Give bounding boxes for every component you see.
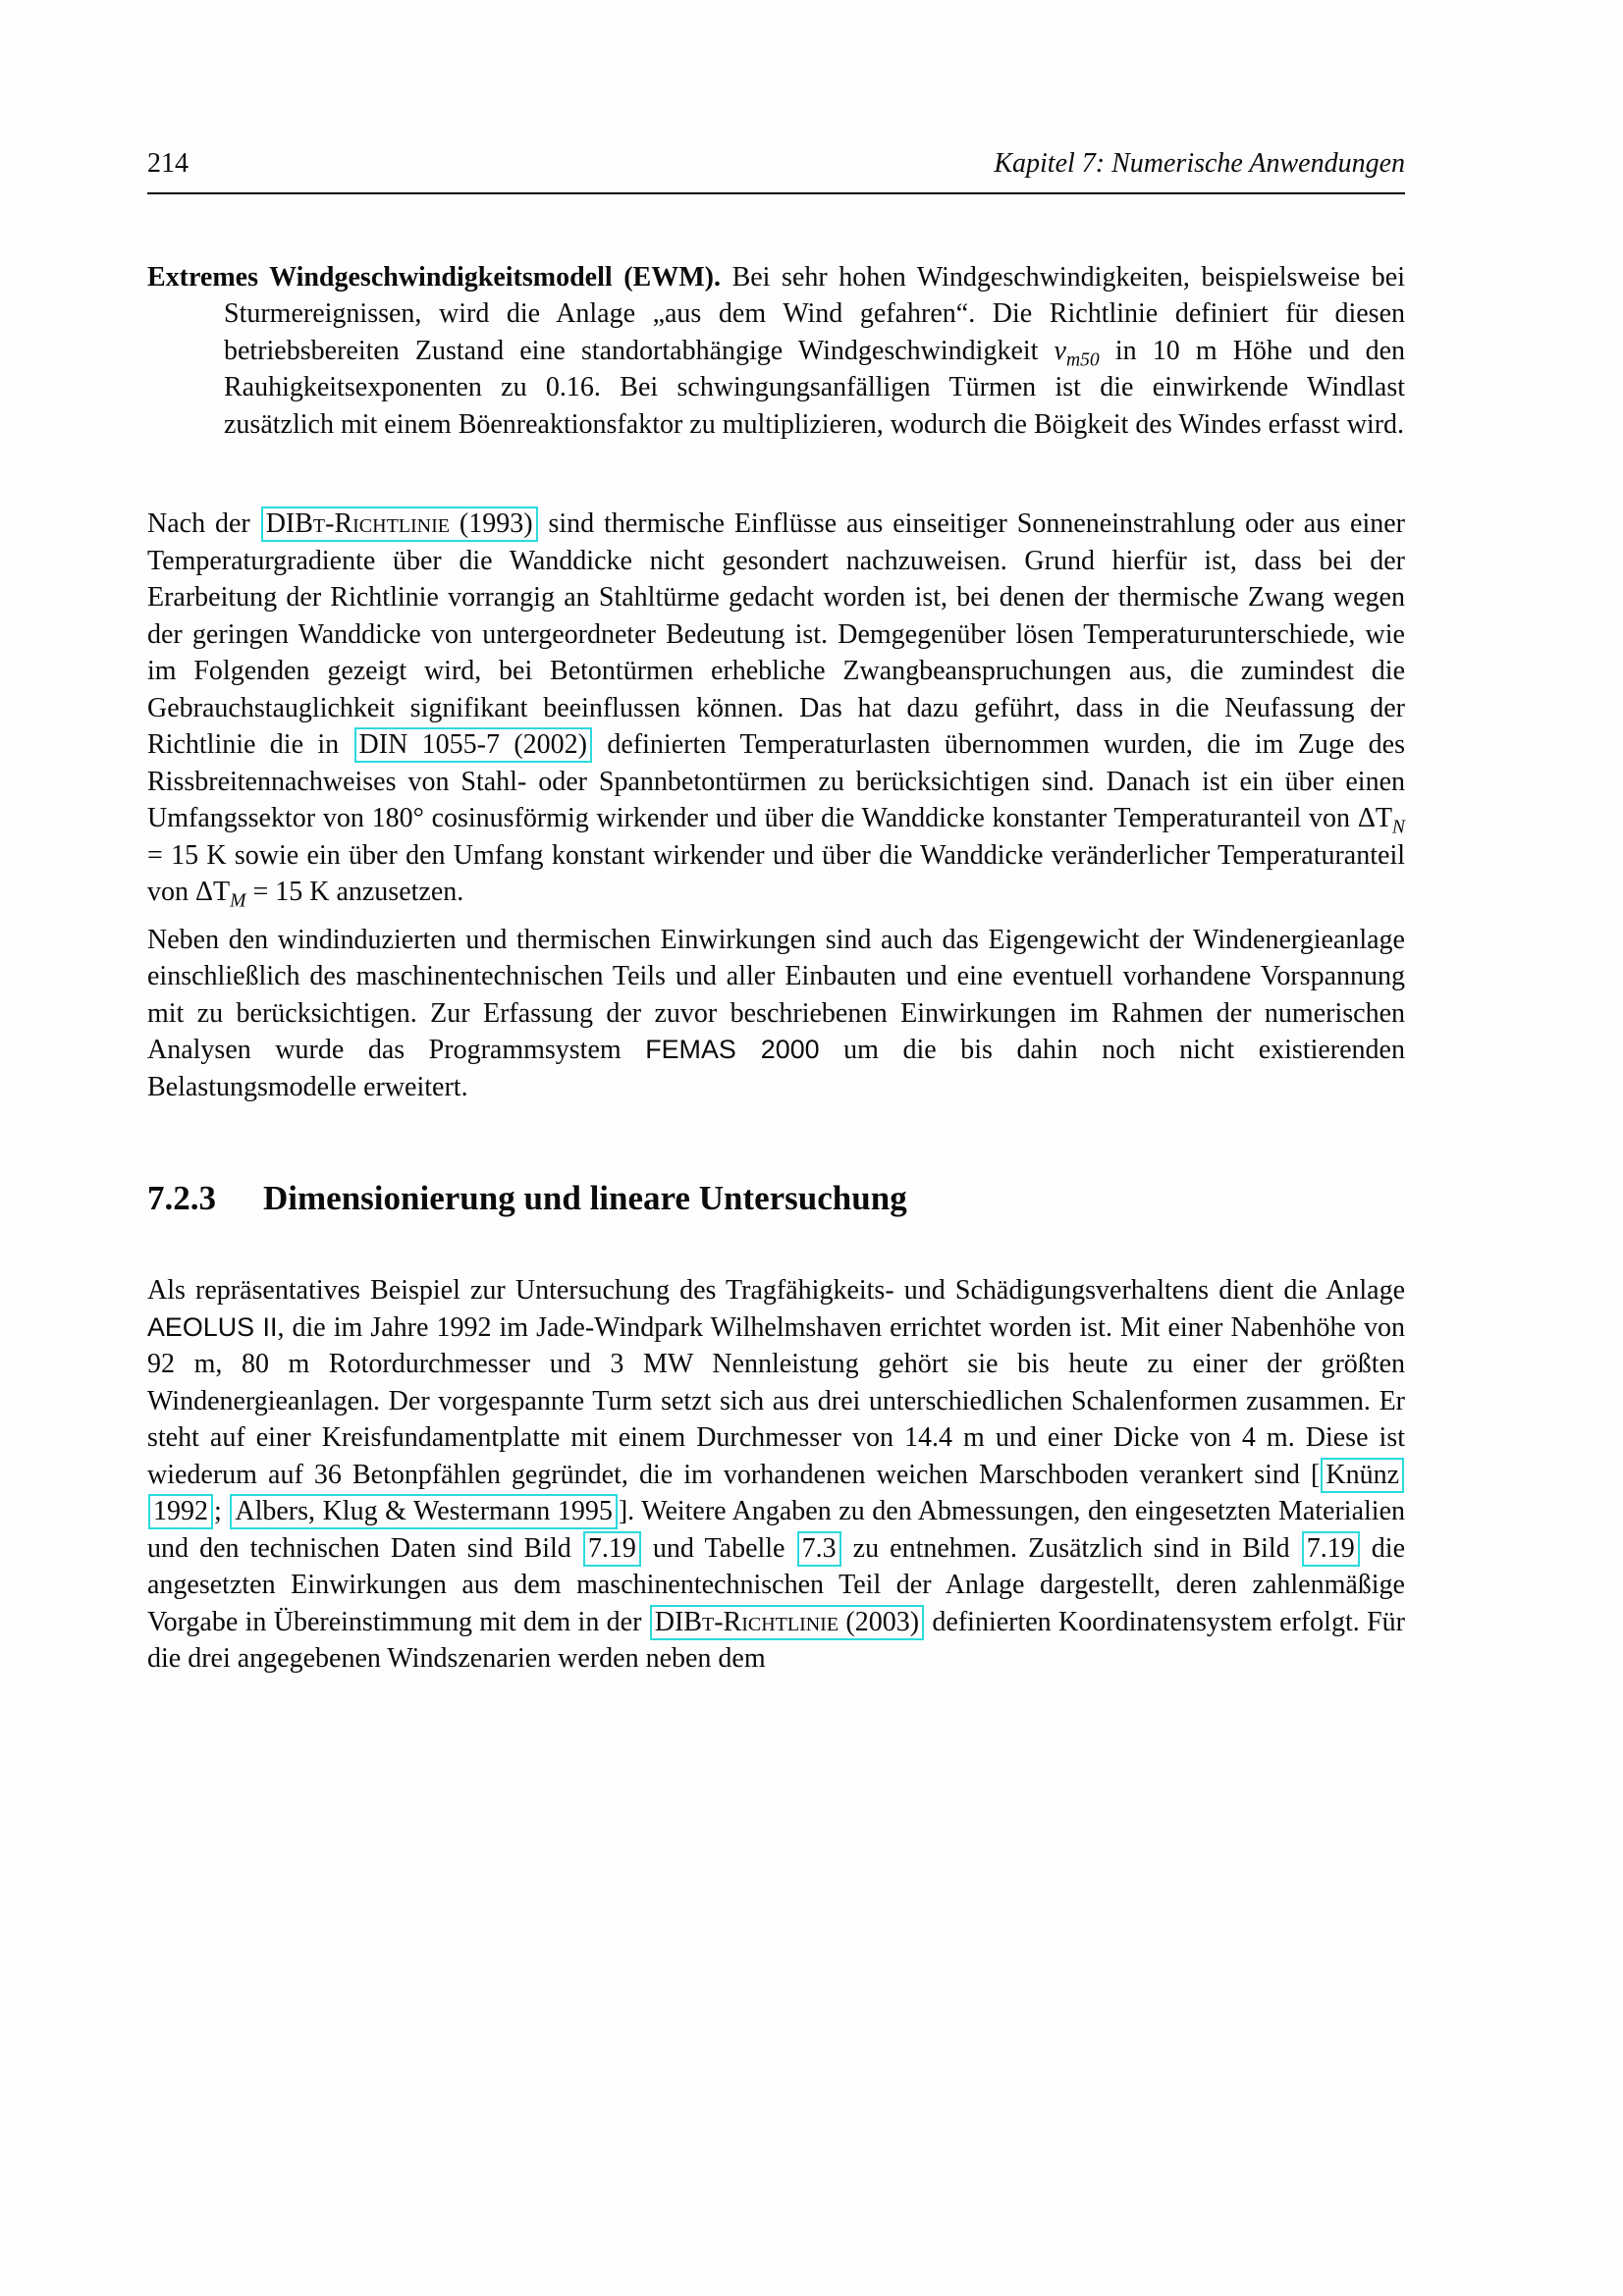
table-ref-7-3[interactable]: 7.3 bbox=[797, 1531, 841, 1567]
running-header bbox=[147, 145, 1405, 183]
text-run: Neben den windinduzierten und thermischen Einwirkungen sind auch das Eigengewicht der Windenergieanlage einschließlich des maschinentechnischen Teils und aller Einbauten und eine eventuell vorhandene Vorspannung mit zu berücksichtigen. Zur Erfassung der zuvor beschriebenen Einwirkungen im Rahmen der numerischen Analysen wurde das Programmsystem bbox=[147, 924, 1405, 1065]
citation-albers-klug-westermann-1995[interactable]: Albers, Klug & Westermann 1995 bbox=[230, 1494, 618, 1529]
text-run: sind thermische Einflüsse aus einseitiger Sonneneinstrahlung oder aus einer Temperaturgradiente über die Wanddicke nicht gesondert nachzuweisen. Grund hierfür ist, dass bei der Erarbeitung der Richtlinie vorrangig an Stahltürme gedacht worden ist, bei denen der thermische Zwang wegen der geringen Wanddicke von untergeordneter Bedeutung ist. Demgegenüber lösen Temperaturunterschiede, wie im Folgenden gezeigt wird, bei Betontürmen erhebliche Zwangbeanspruchungen aus, die zumindest die Gebrauchstauglichkeit signifikant beeinflussen können. Das hat dazu geführt, dass in die Neufassung der Richtlinie die in bbox=[147, 508, 1406, 760]
citation-dibt-richtlinie-2003[interactable]: DIBt-Richtlinie (2003) bbox=[650, 1605, 924, 1640]
text-run: in 10 m Höhe und den Rauhigkeitsexponenten zu 0.16. Bei schwingungsanfälligen Türmen ist die einwirkende Windlast zusätzlich mit einem Böenreaktionsfaktor zu multiplizieren, wodurch die Böigkeit des Windes erfasst wird. bbox=[224, 335, 1405, 440]
inline-math-symbol: $v_{m50}$ bbox=[1054, 335, 1100, 371]
text-run: um die bis dahin noch nicht existierenden Belastungsmodelle erweitert. bbox=[147, 1035, 1405, 1102]
section-heading-7-2-3 bbox=[147, 1178, 1405, 1219]
section-number: 7.2.3 bbox=[147, 1179, 216, 1217]
text-run: zu entnehmen. Zusätzlich sind in Bild bbox=[841, 1532, 1301, 1564]
citation-dibt-richtlinie-1993[interactable]: DIBt-Richtlinie (1993) bbox=[261, 507, 538, 542]
body-text bbox=[147, 259, 1405, 1678]
text-run: = 15 K anzusetzen. bbox=[245, 877, 464, 907]
chapter-title: Kapitel 7: Numerische Anwendungen bbox=[994, 148, 1405, 179]
inline-math-symbol: $\Delta T_M$ bbox=[195, 877, 246, 912]
paragraph-other-loads bbox=[147, 922, 1405, 1106]
text-run: Bei sehr hohen Windgeschwindigkeiten, beispielsweise bei Sturmereignissen, wird die Anlage „aus dem Wind gefahren“. Die Richtlinie definiert für diesen betriebsbereiten Zustand eine standortabhängige Windgeschwindigkeit bbox=[224, 261, 1405, 366]
text-run: definierten Koordinatensystem erfolgt. Für die drei angegebenen Windszenarien werden neben dem bbox=[147, 1606, 1405, 1674]
bold-lead-in: Extremes Windgeschwindigkeitsmodell (EWM). bbox=[147, 261, 721, 293]
header-rule bbox=[147, 192, 1405, 194]
citation-din-1055-7-2002[interactable]: DIN 1055-7 (2002) bbox=[354, 727, 592, 763]
text-run: und Tabelle bbox=[641, 1532, 796, 1564]
page-number: 214 bbox=[147, 148, 189, 179]
text-run: definierten Temperaturlasten übernommen wurden, die im Zuge des Rissbreitennachweises von Stahl- oder Spannbetontürmen zu berücksichtigen sind. Danach ist ein über einen Umfangssektor von 180° cosinusförmig wirkender und über die Wanddicke konstanter Temperaturanteil von bbox=[147, 729, 1406, 833]
section-title: Dimensionierung und lineare Untersuchung bbox=[263, 1179, 907, 1217]
inline-math-symbol: $\Delta T_N$ bbox=[1357, 803, 1405, 838]
citation-knunz-1992[interactable]: Knünz 1992 bbox=[148, 1458, 1404, 1530]
paragraph-ewm-model bbox=[147, 259, 1405, 444]
text-run: = 15 K sowie ein über den Umfang konstant wirkender und über die Wanddicke veränderlicher Temperaturanteil von bbox=[147, 839, 1405, 907]
text-run: Als repräsentatives Beispiel zur Untersuchung des Tragfähigkeits- und Schädigungsverhaltens dient die Anlage bbox=[147, 1275, 1405, 1306]
paragraph-aeolus-example bbox=[147, 1272, 1405, 1678]
text-run: ]. Weitere Angaben zu den Abmessungen, den eingesetzten Materialien und den technischen Daten sind Bild bbox=[147, 1496, 1406, 1564]
text-run: Nach der bbox=[147, 508, 260, 539]
figure-ref-7-19-b[interactable]: 7.19 bbox=[1302, 1531, 1360, 1567]
text-run: die angesetzten Einwirkungen aus dem maschinentechnischen Teil der Anlage dargestellt, deren zahlenmäßige Vorgabe in Übereinstimmung mit dem in der bbox=[147, 1532, 1406, 1637]
text-run: ; bbox=[214, 1496, 230, 1526]
sans-product-name: FEMAS 2000 bbox=[645, 1035, 820, 1064]
paragraph-thermal-effects bbox=[147, 506, 1405, 911]
sans-product-name: AEOLUS II bbox=[147, 1311, 278, 1342]
figure-ref-7-19[interactable]: 7.19 bbox=[583, 1531, 641, 1567]
text-run: , die im Jahre 1992 im Jade-Windpark Wilhelmshaven errichtet worden ist. Mit einer Nabenhöhe von 92 m, 80 m Rotordurchmesser und 3 MW Nennleistung gehört sie bis heute zu einer der größten Windenergieanlagen. Der vorgespannte Turm setzt sich aus drei unterschiedlichen Schalenformen zusammen. Er steht auf einer Kreisfundamentplatte mit einem Durchmesser von 14.4 m und einer Dicke von 4 m. Diese ist wiederum auf 36 Betonpfählen gegründet, die im vorhandenen weichen Marschboden verankert sind [ bbox=[147, 1311, 1406, 1490]
